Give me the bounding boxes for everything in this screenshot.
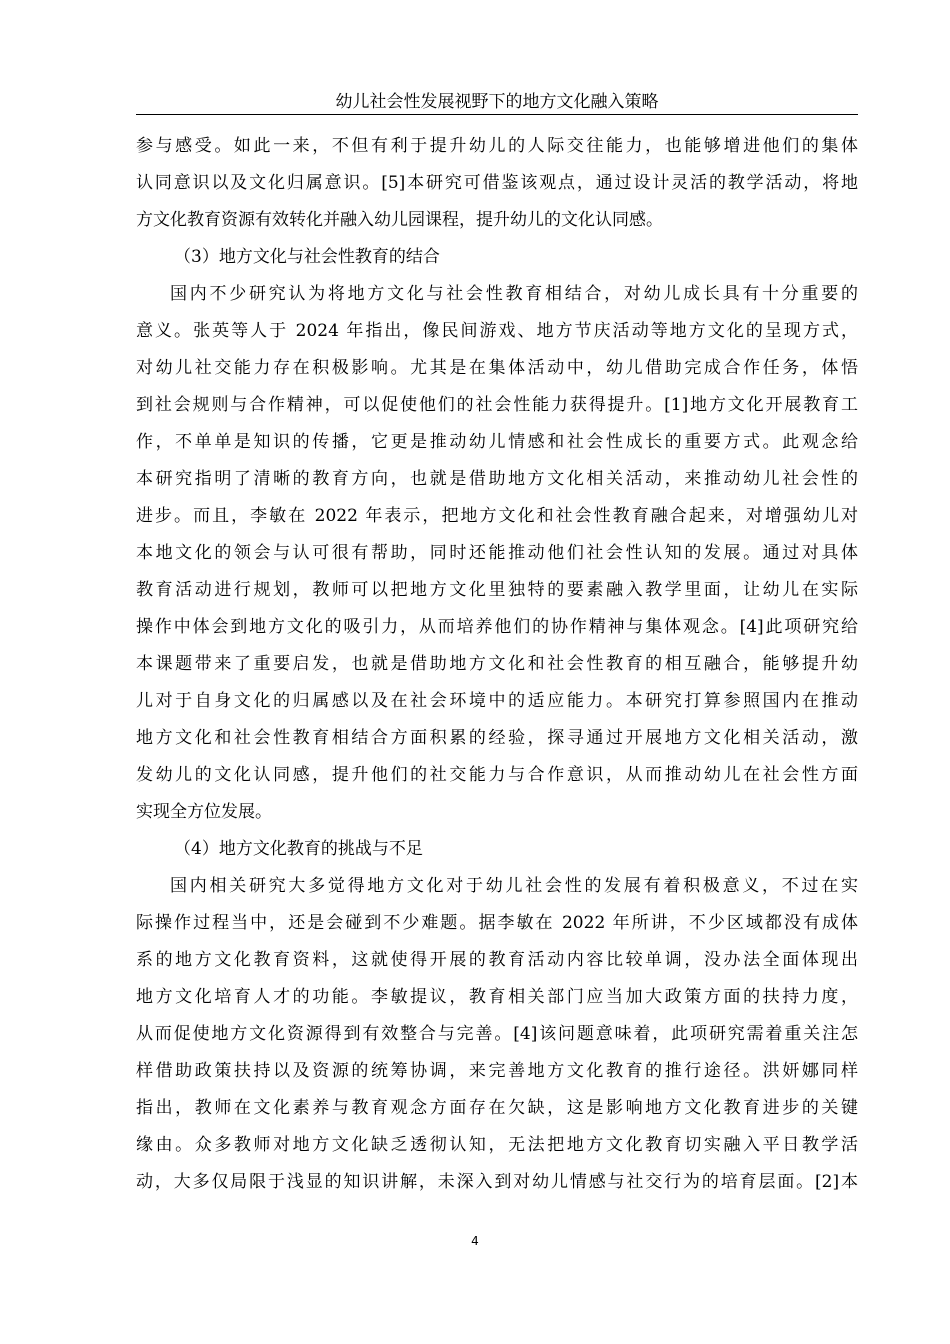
body-line: 儿对于自身文化的归属感以及在社会环境中的适应能力。本研究打算参照国内在推动 bbox=[136, 691, 858, 711]
body-line: 意义。张英等人于 2024 年指出，像民间游戏、地方节庆活动等地方文化的呈现方式， bbox=[136, 321, 858, 341]
body-text bbox=[136, 128, 858, 1201]
body-line: 系的地方文化教育资料，这就使得开展的教育活动内容比较单调，没办法全面体现出 bbox=[136, 950, 858, 970]
body-line: 教育活动进行规划，教师可以把地方文化里独特的要素融入教学里面，让幼儿在实际 bbox=[136, 580, 858, 600]
body-line: 本课题带来了重要启发，也就是借助地方文化和社会性教育的相互融合，能够提升幼 bbox=[136, 654, 858, 674]
body-line: 国内不少研究认为将地方文化与社会性教育相结合，对幼儿成长具有十分重要的 bbox=[170, 284, 858, 304]
body-line: 国内相关研究大多觉得地方文化对于幼儿社会性的发展有着积极意义，不过在实 bbox=[170, 876, 858, 896]
section-heading-4: （4）地方文化教育的挑战与不足 bbox=[174, 839, 423, 859]
page-number: 4 bbox=[471, 1234, 479, 1248]
body-line: 发幼儿的文化认同感，提升他们的社交能力与合作意识，从而推动幼儿在社会性方面 bbox=[136, 765, 858, 785]
body-line: 到社会规则与合作精神，可以促使他们的社会性能力获得提升。[1]地方文化开展教育工 bbox=[136, 395, 858, 415]
body-line: 地方文化培育人才的功能。李敏提议，教育相关部门应当加大政策方面的扶持力度， bbox=[136, 987, 858, 1007]
body-line: 际操作过程当中，还是会碰到不少难题。据李敏在 2022 年所讲，不少区域都没有成体 bbox=[136, 913, 858, 933]
section-heading-3: （3）地方文化与社会性教育的结合 bbox=[174, 247, 440, 267]
body-line: 参与感受。如此一来，不但有利于提升幼儿的人际交往能力，也能够增进他们的集体 bbox=[136, 136, 858, 156]
running-header-title: 幼儿社会性发展视野下的地方文化融入策略 bbox=[335, 92, 659, 112]
body-line: 对幼儿社交能力存在积极影响。尤其是在集体活动中，幼儿借助完成合作任务，体悟 bbox=[136, 358, 858, 378]
body-line: 操作中体会到地方文化的吸引力，从而培养他们的协作精神与集体观念。[4]此项研究给 bbox=[136, 617, 858, 637]
body-line: 认同意识以及文化归属意识。[5]本研究可借鉴该观点，通过设计灵活的教学活动，将地 bbox=[136, 173, 858, 193]
body-line: 指出，教师在文化素养与教育观念方面存在欠缺，这是影响地方文化教育进步的关键 bbox=[136, 1098, 858, 1118]
body-line: 方文化教育资源有效转化并融入幼儿园课程，提升幼儿的文化认同感。 bbox=[136, 210, 663, 230]
body-line: 本研究指明了清晰的教育方向，也就是借助地方文化相关活动，来推动幼儿社会性的 bbox=[136, 469, 858, 489]
body-line: 样借助政策扶持以及资源的统筹协调，来完善地方文化教育的推行途径。洪妍娜同样 bbox=[136, 1061, 858, 1081]
body-line: 进步。而且，李敏在 2022 年表示，把地方文化和社会性教育融合起来，对增强幼儿对 bbox=[136, 506, 858, 526]
body-line: 地方文化和社会性教育相结合方面积累的经验，探寻通过开展地方文化相关活动，激 bbox=[136, 728, 858, 748]
body-line: 动，大多仅局限于浅显的知识讲解，未深入到对幼儿情感与社交行为的培育层面。[2]本 bbox=[136, 1172, 858, 1192]
running-header bbox=[136, 90, 858, 115]
body-line: 实现全方位发展。 bbox=[136, 802, 272, 822]
body-line: 本地文化的领会与认可很有帮助，同时还能推动他们社会性认知的发展。通过对具体 bbox=[136, 543, 858, 563]
body-line: 作，不单单是知识的传播，它更是推动幼儿情感和社会性成长的重要方式。此观念给 bbox=[136, 432, 858, 452]
body-line: 从而促使地方文化资源得到有效整合与完善。[4]该问题意味着，此项研究需着重关注怎 bbox=[136, 1024, 858, 1044]
body-line: 缘由。众多教师对地方文化缺乏透彻认知，无法把地方文化教育切实融入平日教学活 bbox=[136, 1135, 858, 1155]
